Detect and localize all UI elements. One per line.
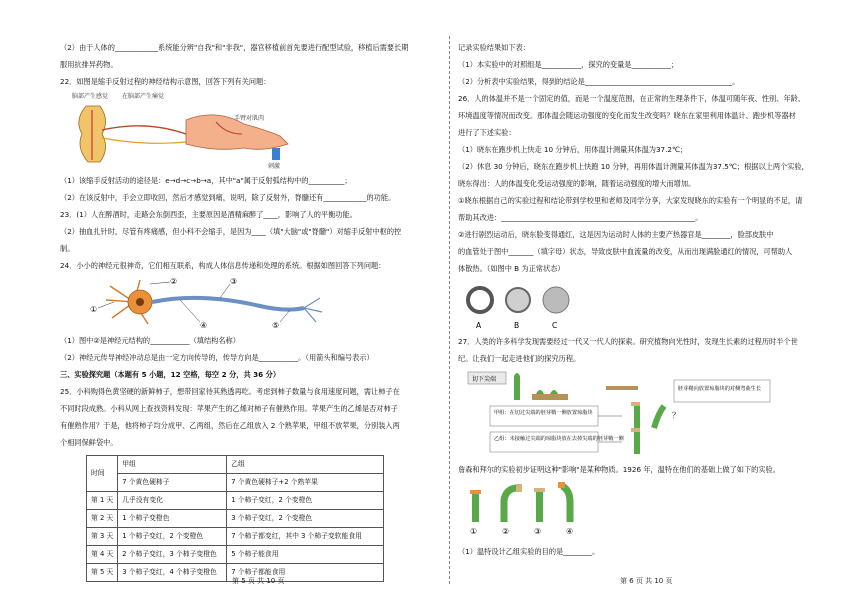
table-head-yi: 乙组 [227,456,384,474]
seedling-label-1: ① [470,527,478,536]
q26-part2-c: 体散热。（如图中 B 为正常状态） [458,264,565,273]
q26-line2: 环境温度等情况而改变。那体温会随运动强度的变化而发生改变吗？晓东在家里利用体温计、跑步机等器材 [458,111,796,120]
neuron-label-1: ① [90,305,98,314]
table-cell: 3 个柿子变红，2 个变橙色 [227,510,384,528]
q26-conclusion: 晓东得出：人的体温变化受运动强度的影响，随着运动强度的增大而增加。 [458,179,696,188]
q25-line3: 有催熟作用？于是，他将柿子均分成甲、乙两组，然后在乙组放入 2 个熟苹果，甲组不放苹果，分别装入两 [60,421,400,430]
seedling-label-3: ③ [534,527,542,536]
q26-part1-a: ①晓东根据自己的实验过程和结论带到学校里和老师及同学分享，大家发现晓东的实验有一个明显的不足，请 [458,196,803,205]
q25-line1: 25．小科购得色黄坚硬的新鲜柿子，想带回家待其熟透再吃。考虑到柿子数量与食用速度问题，需让柿子在 [60,387,400,396]
q25-sub2: （2）分析表中实验结果，得到的结论是_________________________________________。 [458,77,740,86]
exp-jia-text: 甲组：在切过尖端的胚芽鞘一侧放置琼脂块 [494,410,593,416]
reflex-label-b: 在脑部产生痛觉 [122,93,165,100]
q25-line2: 不同时段成熟。小科从网上查找资料发现：苹果产生的乙烯对柿子有催熟作用。苹果产生的乙烯是否对柿子 [60,404,398,413]
q24-sub1: （1）图中②是神经元结构的___________（填结构名称） [60,336,240,345]
table-cell: 第 1 天 [87,492,118,510]
exp-yi-text: 乙组：未接触过尖端的琼脂块放在去掉尖端的胚芽鞘一侧 [494,436,624,442]
q25-record: 记录实验结果如下表： [458,43,530,52]
table-cell: 7 个柿子都变红，其中 3 个柿子变软能食用 [227,528,384,546]
q26-exp2: （2）休息 30 分钟后，晓东在跑步机上快跑 10 分钟，再用体温计测量其体温为37.5℃；根据以上两个实验， [458,162,809,171]
table-sub-jia: 7 个黄色硬柿子 [118,474,227,492]
table-head-jia: 甲组 [118,456,227,474]
q23-sub1: 23．(1）人在醉酒时，走路会东倒西歪，主要原因是酒精麻醉了____，影响了人的平衡功能。 [60,210,357,219]
q26-exp1: （1）晓东在跑步机上快走 10 分钟后，用体温计测量其体温为37.2℃； [458,145,688,154]
table-row [87,510,384,528]
q26-part2-b: 的血管处于图中_______（填字母）状态，导致皮肤中血流量的改变，从而出现满脸通红的情况，可帮助人 [458,247,793,256]
seedling-figure [466,478,596,538]
q26-part2-a: ②进行剧烈运动后，晓东脸变得通红，这是因为运动时人体的主要产热器官是________，脸部皮肤中 [458,230,774,239]
q22-stem: 22．如图是缩手反射过程的神经结构示意图，回答下列有关问题： [60,77,271,86]
neuron-label-5: ⑤ [272,321,280,330]
table-cell: 第 5 天 [87,564,118,582]
right-page [458,0,813,608]
q23-sub2-cont: 制。 [60,244,75,253]
table-row [87,492,384,510]
vessel-label-b: B [514,321,520,330]
vessel-label-a: A [476,321,482,330]
table-cell: 1 个柿子变红，2 个变橙色 [118,528,227,546]
exp-result-text: 胚芽鞘向放置琼脂块的对侧弯曲生长 [678,386,762,392]
table-cell: 1 个柿子变红，2 个变橙色 [227,492,384,510]
q25-sub1: （1）本实验中的对照组是___________，探究的变量是___________； [458,60,679,69]
reflex-label-hand: 手臂对肌肉 [234,115,265,122]
table-cell: 2 个柿子变红，3 个柿子变橙色 [118,546,227,564]
table-row [87,546,384,564]
table-cell: 5 个柿子能食用 [227,546,384,564]
table-cell: 3 个柿子变红，4 个柿子变橙色 [118,564,227,582]
table-cell: 第 2 天 [87,510,118,528]
table-cell: 7 个柿子都能食用 [227,564,384,582]
seedling-label-2: ② [502,527,510,536]
vessel-label-c: C [552,321,558,330]
section-heading: 三、实验探究题（本题有 5 小题，12 空格，每空 2 分，共 36 分） [60,370,281,379]
neuron-label-3: ③ [230,277,238,286]
q27-sub1: （1）温特设计乙组实验的目的是________。 [458,547,600,556]
persimmon-table [86,455,384,582]
neuron-figure [90,272,330,332]
table-cell: 1 个柿子变橙色 [118,510,227,528]
left-footer: 第 5 页 共 10 页 [232,577,285,585]
q26-line3: 进行了下述实验： [458,128,516,137]
exp-question-mark: ？ [672,411,680,420]
right-footer: 第 6 页 共 10 页 [620,577,673,585]
table-row [87,528,384,546]
table-cell: 第 4 天 [87,546,118,564]
neuron-label-2: ② [170,277,178,286]
reflex-arc-figure [66,90,316,172]
q27-line1: 27．人类的许多科学发现需要经过一代又一代人的探索。研究植物向光性时，发现生长素的过程历时半个世 [458,337,798,346]
q22-sub2: （2）在该反射中，手会立即收回，然后才感觉到痛，说明，除了反射外，脊髓还有____________的功能。 [60,193,396,202]
q27-line2: 纪。让我们一起走进他们的探究历程。 [458,354,581,363]
q23-sub2: （2）抽血扎针时，尽管有疼痛感，但小科不会缩手，是因为____（填"大脑"或"脊髓"）对缩手反射中枢的控 [60,227,402,236]
q22-sub1: （1）该缩手反射活动的途径是：e→d→c→b→a，其中"a"属于反射弧结构中的__________； [60,176,352,185]
table-sub-yi: 7 个黄色硬柿子+2 个熟苹果 [227,474,384,492]
q24-stem: 24．小小的神经元很神奇，它们相互联系，构成人体信息传递和处理的系统。根据如图回答下列问题： [60,261,386,270]
q26-part1-b: 帮助其改进：______________________________________________________。 [458,213,703,222]
q26-line1: 26．人的体温并不是一个固定的值，而是一个温度范围，在正常的生理条件下，体温可随年夜、性别、年龄、 [458,94,805,103]
page-divider [449,36,450,584]
q27-went: 詹森和拜尔的实验初步证明这种"影响"是某种物质。1926 年，温特在他们的基础上做了如下的实验。 [458,465,780,474]
q24-sub2: （2）神经元传导神经冲动总是由一定方向传导的，传导方向是___________。（用箭头和编号表示） [60,353,374,362]
q21-line1: （2）由于人体的____________系统能分辨"自我"和"非我"，器官移植前首先要进行配型试验，移植后需要长期 [60,43,409,52]
went-experiment-figure [466,370,776,458]
exp-cut-tip: 切下尖端 [472,376,497,383]
q21-line2: 服用抗排异药物。 [60,60,118,69]
reflex-label-stimulus: 刺激 [268,163,281,170]
vessel-figure [466,284,576,332]
seedling-label-4: ④ [566,527,574,536]
table-cell: 第 3 天 [87,528,118,546]
table-head-time: 时间 [87,456,118,492]
table-cell: 几乎没有变化 [118,492,227,510]
neuron-label-4: ④ [200,321,208,330]
reflex-label-a: 脑部产生感觉 [72,93,109,100]
q25-line4: 个相同保鲜袋中。 [60,438,118,447]
